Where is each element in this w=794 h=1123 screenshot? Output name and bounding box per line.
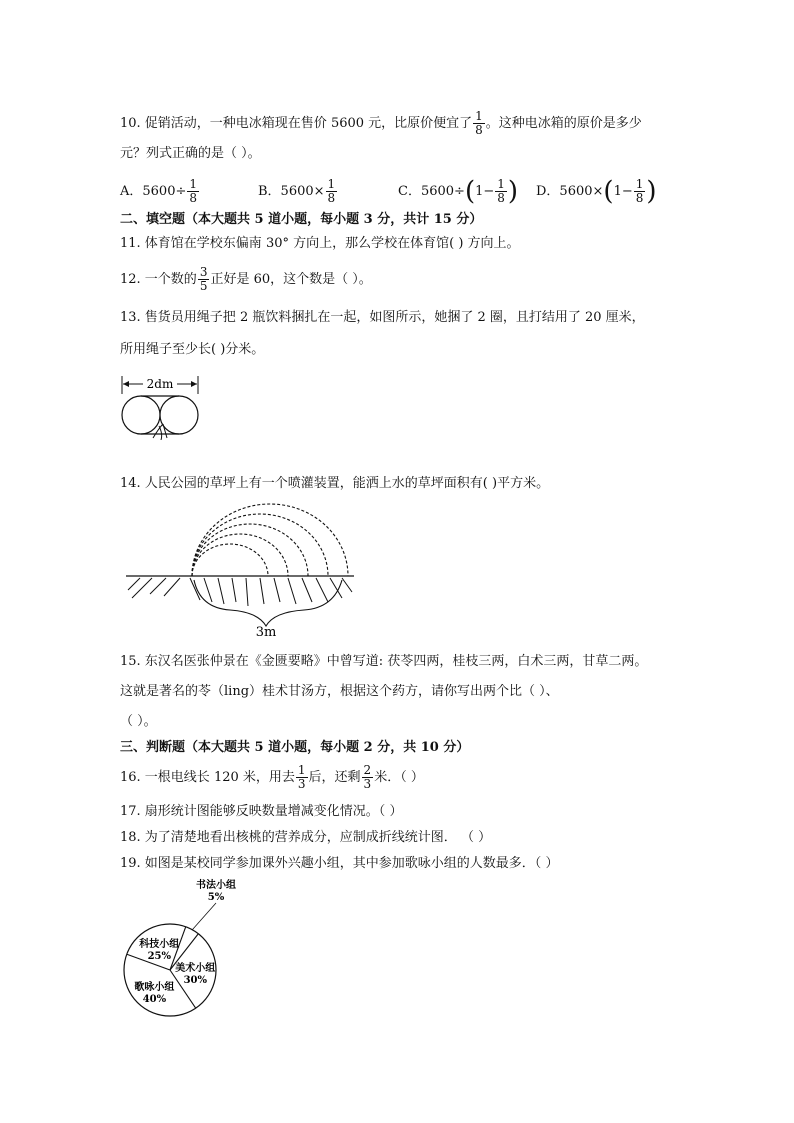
q14-sprinkler-figure [120,498,360,640]
pie-value-1: 25% [147,951,172,963]
q12: 12. 一个数的 $\frac{3}{5}$ 正好是 60，这个数是（ ）。 [120,265,372,293]
pie-label-3: 美术小组 [175,962,216,974]
q19-pie-chart [116,878,246,1018]
pie-value-0: 5% [207,892,225,903]
q11: 11. 体育馆在学校东偏南 30° 方向上，那么学校在体育馆( ) 方向上。 [120,236,520,251]
q10-line1 [120,110,642,137]
q10-line2: 元？列式正确的是（ ）。 [120,146,261,161]
q15-line3: （ ）。 [120,714,157,729]
q15-line2: 这就是著名的苓（ling）桂术甘汤方，根据这个药方，请你写出两个比（ ）、 [120,684,559,699]
q10-option-a: A．5600÷ $\frac{1}{8}$ [120,177,198,205]
q17: 17. 扇形统计图能够反映数量增减变化情况。（ ） [120,804,403,819]
q10-text-a: 10. 促销活动，一种电冰箱现在售价 5600 元，比原价便宜了 [120,116,473,131]
q15-line1: 15. 东汉名医张仲景在《金匮要略》中曾写道: 茯苓四两，桂枝三两，白术三两，甘草二两。 [120,654,648,669]
section-3-heading: 三、判断题（本大题共 5 道小题，每小题 2 分，共 10 分） [120,740,470,755]
q16: 16. 一根电线长 120 米，用去 $\frac{1}{3}$ 后，还剩 $\frac{2}{3}$ 米．（ ） [120,763,424,791]
q13-line1: 13. 售货员用绳子把 2 瓶饮料捆扎在一起，如图所示，她捆了 2 圈，且打结用了 20 厘米， [120,310,645,325]
q10-option-b: B．5600× $\frac{1}{8}$ [258,177,336,205]
q13-dimension-label: 2dm [146,377,174,391]
q10-option-d: D．5600×(1− $\frac{1}{8}$ ) [536,176,657,207]
q10-fraction: $\frac{1}{8}$ [475,109,483,137]
pie-label-2: 歌咏小组 [134,981,175,993]
q13-line2: 所用绳子至少长( )分米。 [120,342,265,357]
pie-value-3: 30% [183,974,207,986]
pie-label-1: 科技小组 [139,939,180,951]
q14: 14. 人民公园的草坪上有一个喷灌装置，能洒上水的草坪面积有( )平方米。 [120,476,550,491]
pie-label-0: 书法小组 [196,880,236,891]
pie-value-2: 40% [142,993,167,1005]
pie-leader-line [192,903,216,930]
q19: 19. 如图是某校同学参加课外兴趣小组，其中参加歌咏小组的人数最多．（ ） [120,856,559,871]
section-2-heading: 二、填空题（本大题共 5 道小题，每小题 3 分，共计 15 分） [120,212,483,227]
q18: 18. 为了清楚地看出核桃的营养成分，应制成折线统计图． （ ） [120,830,492,845]
q13-bottles-figure [115,368,215,440]
q14-radius-label: 3m [255,625,277,640]
q10-text-b: 。这种电冰箱的原价是多少 [485,116,642,131]
q10-option-c: C．5600÷(1− $\frac{1}{8}$ ) [398,176,519,207]
